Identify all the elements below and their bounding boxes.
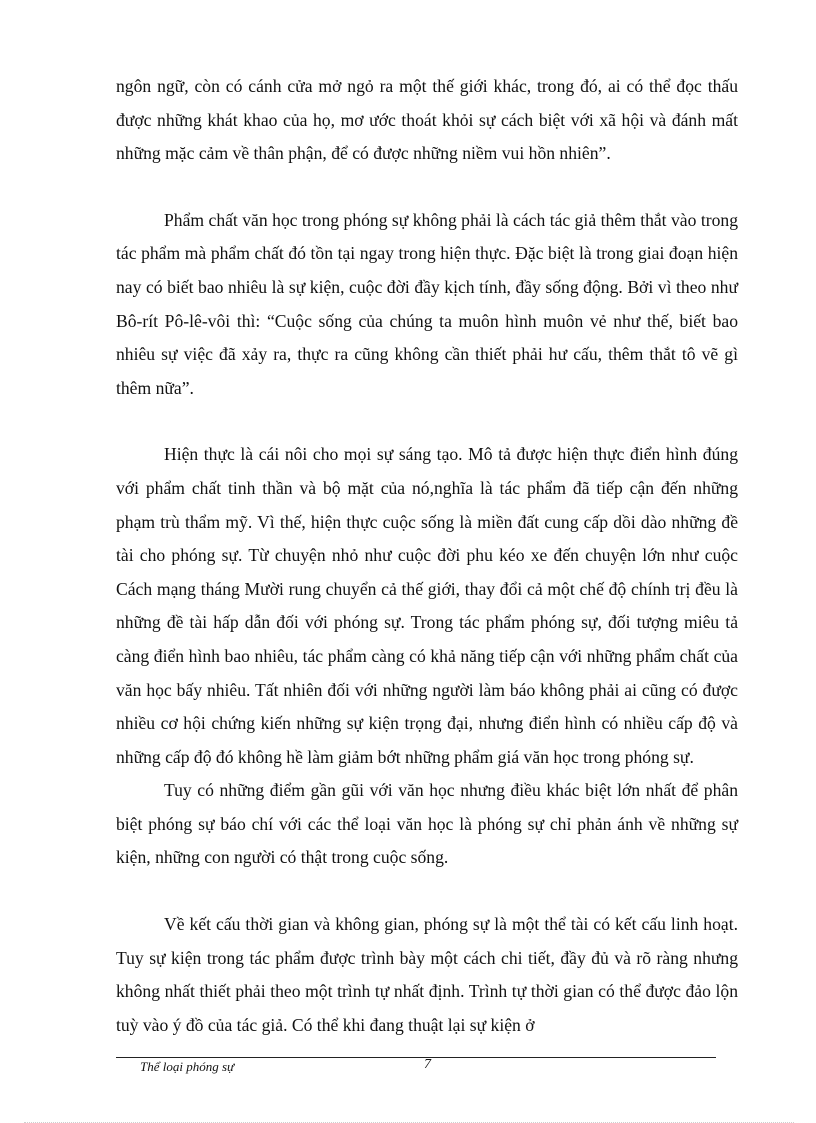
footer-title: Thể loại phóng sự [140,1059,235,1074]
paragraph-3: Hiện thực là cái nôi cho mọi sự sáng tạo. Mô tả được hiện thực điển hình đúng với phẩm chất tinh thần và bộ mặt của nó,nghĩa là tác phẩm đã tiếp cận đến những phạm trù thẩm mỹ. Vì thế, hiện thực cuộc sống là miền đất cung cấp dồi dào những đề tài cho phóng sự. Từ chuyện nhỏ như cuộc đời phu kéo xe đến chuyện lớn như cuộc Cách mạng tháng Mười rung chuyển cả thế giới, thay đổi cả một chế độ chính trị đều là những đề tài hấp dẫn đối với phóng sự. Trong tác phẩm phóng sự, đối tượng miêu tả càng điển hình bao nhiêu, tác phẩm càng có khả năng tiếp cận với những phẩm chất của văn học bấy nhiêu. Tất nhiên đối với những người làm báo không phải ai cũng có được nhiều cơ hội chứng kiến những sự kiện trọng đại, nhưng điển hình có nhiều cấp độ và những cấp độ đó không hề làm giảm bớt những phẩm giá văn học trong phóng sự. [116,444,738,767]
paragraph-4: Tuy có những điểm gần gũi với văn học nhưng điều khác biệt lớn nhất để phân biệt phóng sự báo chí với các thể loại văn học là phóng sự chỉ phản ánh về những sự kiện, những con người có thật trong cuộc sống. [116,780,738,868]
paragraph-2: Phẩm chất văn học trong phóng sự không phải là cách tác giả thêm thắt vào trong tác phẩm mà phẩm chất đó tồn tại ngay trong hiện thực. Đặc biệt là trong giai đoạn hiện nay có biết bao nhiêu là sự kiện, cuộc đời đầy kịch tính, đầy sống động. Bởi vì theo như Bô-rít Pô-lê-vôi thì: “Cuộc sống của chúng ta muôn hình muôn vẻ như thế, biết bao nhiêu sự việc đã xảy ra, thực ra cũng không cần thiết phải hư cấu, thêm thắt tô vẽ gì thêm nữa”. [116,209,738,398]
body-text [116,70,738,1042]
paragraph-5: Về kết cấu thời gian và không gian, phóng sự là một thể tài có kết cấu linh hoạt. Tuy sự kiện trong tác phẩm được trình bày một cách chi tiết, đầy đủ và rõ ràng nhưng không nhất thiết phải theo một trình tự nhất định. Trình tự thời gian có thể được đảo lộn tuỳ vào ý đồ của tác giả. Có thể khi đang thuật lại sự kiện ở [116,914,738,1035]
page-number: 7 [424,1057,431,1072]
footer-divider [116,1057,716,1058]
paragraph-1: ngôn ngữ, còn có cánh cửa mở ngỏ ra một thế giới khác, trong đó, ai có thể đọc thấu được những khát khao của họ, mơ ước thoát khỏi sự cách biệt với xã hội và đánh mất những mặc cảm về thân phận, để có được những niềm vui hồn nhiên”. [116,76,738,164]
